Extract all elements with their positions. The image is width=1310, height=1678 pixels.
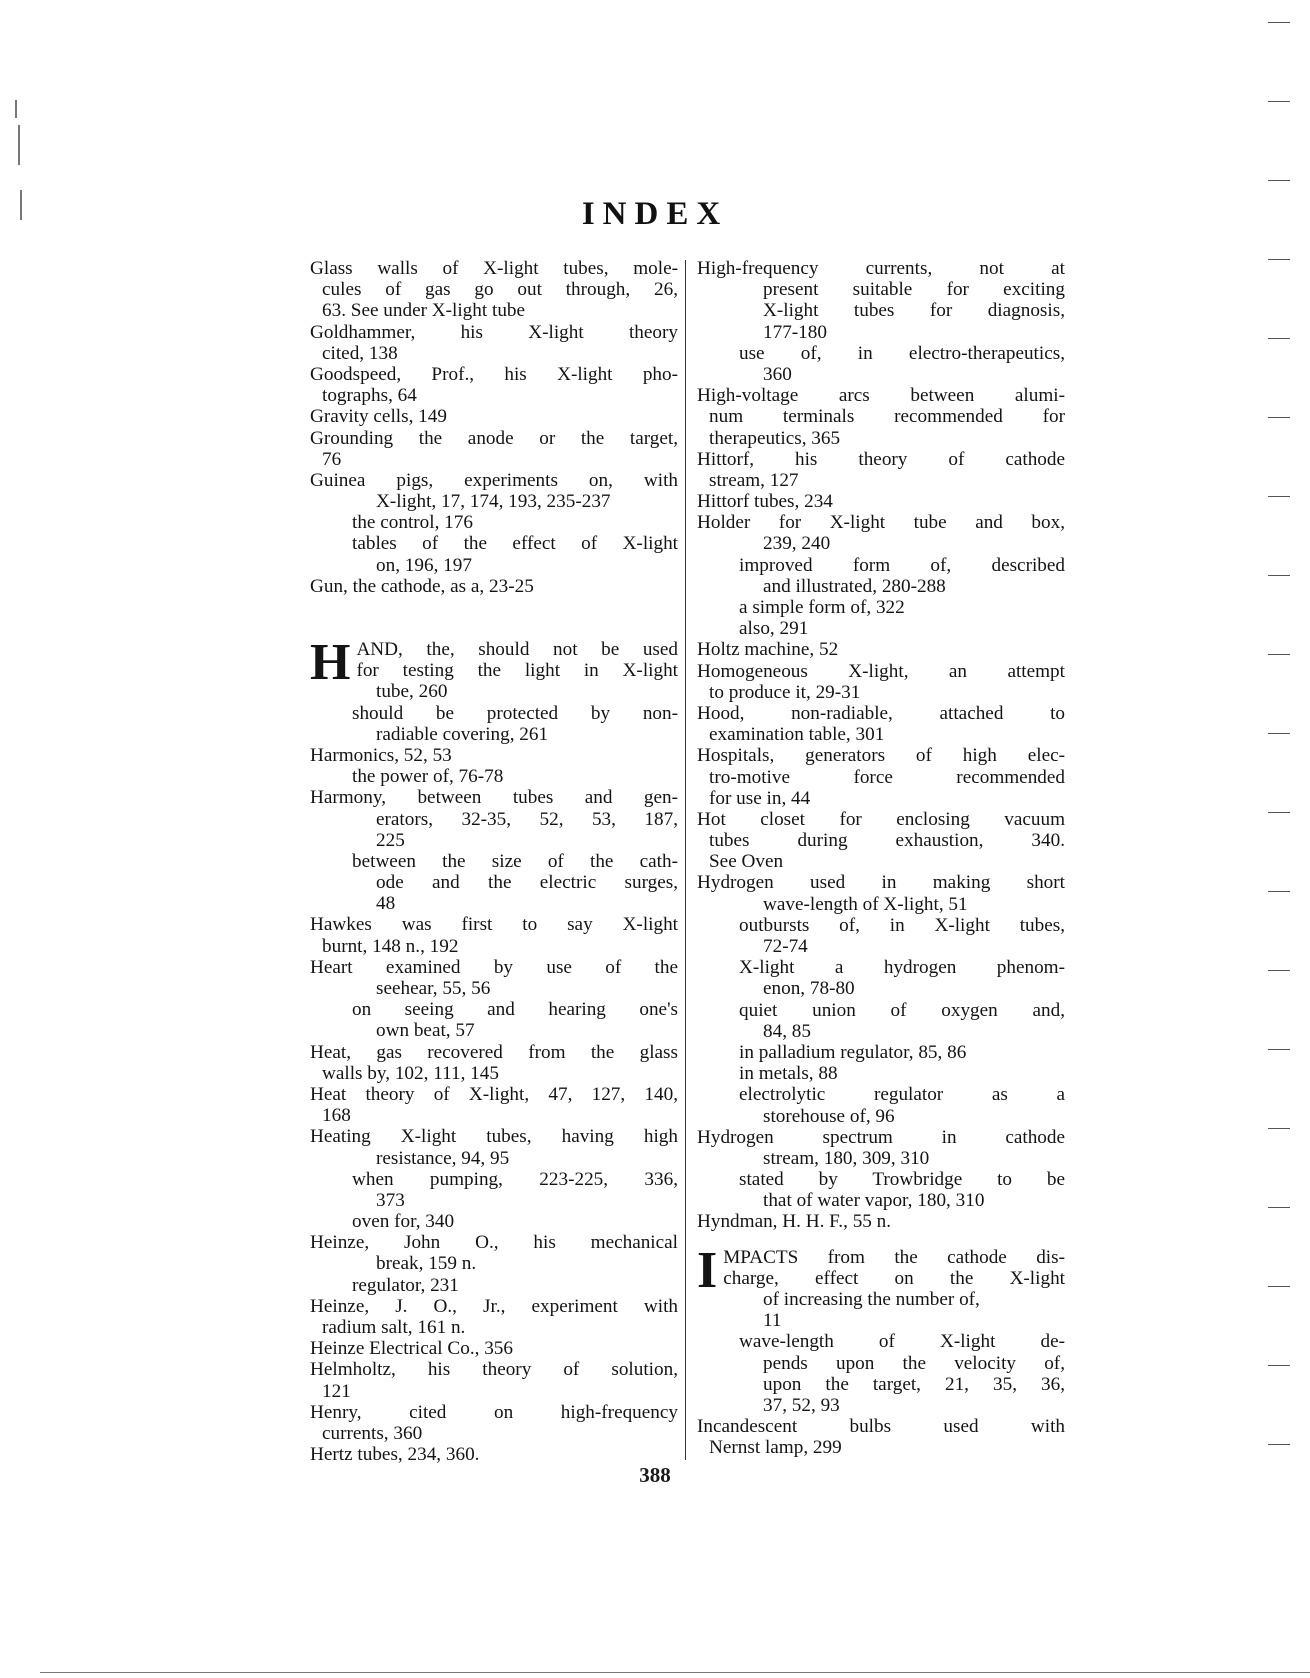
- index-line: for use in, 44: [709, 787, 811, 809]
- index-line: num terminals recommended for: [709, 406, 1065, 428]
- index-line: Grounding the anode or the target,: [310, 427, 678, 449]
- page-number: 388: [639, 1463, 671, 1487]
- index-line: Homogeneous X-light, an attempt: [697, 660, 1065, 682]
- scan-edge-tick: [1268, 970, 1290, 971]
- scan-mark: [20, 190, 22, 220]
- index-entries-h: [310, 681, 678, 1465]
- scan-edge-tick: [1268, 575, 1290, 576]
- index-line: Goldhammer, his X-light theory: [310, 321, 678, 343]
- index-line: pends upon the velocity of,: [763, 1352, 1065, 1374]
- index-line: cited, 138: [322, 342, 398, 364]
- scan-edge-tick: [1268, 496, 1290, 497]
- index-line: Glass walls of X-light tubes, mole-: [310, 258, 678, 279]
- index-line: X-light tubes for diagnosis,: [763, 300, 1065, 322]
- index-line: enon, 78-80: [763, 978, 855, 1000]
- index-line: MPACTS from the cathode dis-: [723, 1246, 1065, 1268]
- index-line: 177-180: [763, 321, 827, 343]
- index-line: Goodspeed, Prof., his X-light pho-: [310, 363, 678, 385]
- scan-edge-tick: [1268, 812, 1290, 813]
- index-line: Heat theory of X-light, 47, 127, 140,: [310, 1083, 678, 1105]
- drop-cap-h: H: [310, 634, 351, 691]
- index-line: Hot closet for enclosing vacuum: [697, 808, 1065, 830]
- index-line: on, 196, 197: [376, 554, 472, 576]
- scan-edge-tick: [1268, 891, 1290, 892]
- scan-edge-tick: [1268, 654, 1290, 655]
- index-line: 373: [376, 1189, 405, 1211]
- index-line: Harmony, between tubes and gen-: [310, 787, 678, 809]
- index-line: 48: [376, 893, 396, 915]
- index-line: wave-length of X-light, 51: [763, 893, 968, 915]
- index-line: a simple form of, 322: [739, 597, 905, 618]
- index-line: Hydrogen used in making short: [697, 872, 1065, 894]
- index-line: Hyndman, H. H. F., 55 n.: [697, 1211, 892, 1233]
- index-line: cules of gas go out through, 26,: [322, 279, 678, 301]
- index-line: tro-motive force recommended: [709, 766, 1065, 788]
- scan-edge-tick: [1268, 1128, 1290, 1129]
- index-line: 239, 240: [763, 533, 831, 555]
- index-line: electrolytic regulator as a: [739, 1084, 1065, 1106]
- index-line: 168: [322, 1105, 351, 1127]
- index-entry-impacts: [697, 1241, 1065, 1299]
- index-line: seehear, 55, 56: [376, 978, 491, 999]
- scan-edge-tick: [1268, 22, 1290, 23]
- column-divider: [685, 260, 686, 1460]
- scan-edge-tick: [1268, 1286, 1290, 1287]
- index-line: 84, 85: [763, 1020, 811, 1042]
- index-line: regulator, 231: [352, 1274, 459, 1296]
- index-line: Nernst lamp, 299: [709, 1437, 842, 1459]
- index-line: wave-length of X-light de-: [739, 1331, 1065, 1353]
- index-line: Guinea pigs, experiments on, with: [310, 469, 678, 491]
- index-line: Hydrogen spectrum in cathode: [697, 1126, 1065, 1148]
- index-line: X-light, 17, 174, 193, 235-237: [376, 491, 611, 513]
- index-line: also, 291: [739, 618, 809, 640]
- drop-cap-i: I: [697, 1241, 718, 1299]
- index-line: use of, in electro-therapeutics,: [739, 342, 1065, 364]
- index-line: tographs, 64: [322, 385, 417, 407]
- index-line: charge, effect on the X-light: [723, 1267, 1065, 1289]
- index-line: between the size of the cath-: [352, 850, 678, 872]
- index-line: examination table, 301: [709, 724, 885, 746]
- index-line: Heating X-light tubes, having high: [310, 1126, 678, 1148]
- index-line: break, 159 n.: [376, 1253, 477, 1275]
- scan-mark: [18, 125, 20, 165]
- letter-gap: [697, 1233, 1065, 1247]
- letter-gap: [310, 597, 678, 639]
- index-line: Hawkes was first to say X-light: [310, 914, 678, 936]
- index-line: in palladium regulator, 85, 86: [739, 1041, 967, 1063]
- scan-edge-tick: [1268, 1444, 1290, 1445]
- index-line: oven for, 340: [352, 1211, 455, 1233]
- index-line: tubes during exhaustion, 340.: [709, 830, 1065, 852]
- index-line: See Oven: [709, 851, 784, 873]
- scan-edge-rule: [40, 1672, 1310, 1673]
- index-line: 63. See under X-light tube: [322, 300, 526, 322]
- index-line: Holtz machine, 52: [697, 639, 839, 661]
- index-line: 11: [763, 1310, 782, 1332]
- scan-edge-tick: [1268, 180, 1290, 181]
- index-line: High-frequency currents, not at: [697, 258, 1065, 279]
- scan-edge-tick: [1268, 417, 1290, 418]
- index-line: Hittorf tubes, 234: [697, 491, 833, 513]
- index-line: therapeutics, 365: [709, 427, 841, 449]
- index-line: ode and the electric surges,: [376, 872, 678, 894]
- index-line: Heinze, John O., his mechanical: [310, 1232, 678, 1254]
- index-line: Hittorf, his theory of cathode: [697, 448, 1065, 470]
- index-line: stream, 127: [709, 469, 799, 491]
- index-line: for testing the light in X-light: [356, 660, 678, 682]
- index-line: 76: [322, 448, 342, 470]
- index-line: Hertz tubes, 234, 360.: [310, 1444, 480, 1466]
- scan-edge-tick: [1268, 259, 1290, 260]
- scan-edge-tick: [1268, 1207, 1290, 1208]
- index-line: the control, 176: [352, 512, 473, 534]
- index-line: Gun, the cathode, as a, 23-25: [310, 575, 534, 597]
- index-column-right: [697, 258, 1065, 1459]
- index-line: Holder for X-light tube and box,: [697, 512, 1065, 534]
- index-line: 225: [376, 829, 405, 851]
- scan-edge-tick: [1268, 101, 1290, 102]
- index-line: Harmonics, 52, 53: [310, 744, 452, 766]
- index-line: AND, the, should not be used: [356, 639, 678, 660]
- index-line: Heat, gas recovered from the glass: [310, 1041, 678, 1063]
- index-line: should be protected by non-: [352, 702, 678, 724]
- index-line: stated by Trowbridge to be: [739, 1169, 1065, 1191]
- scan-edge-tick: [1268, 1049, 1290, 1050]
- index-entries-h-cont: [697, 258, 1065, 1233]
- index-line: Henry, cited on high-frequency: [310, 1401, 678, 1423]
- index-entry-hand: [310, 634, 678, 691]
- index-line: and illustrated, 280-288: [763, 575, 946, 597]
- index-line: High-voltage arcs between alumi-: [697, 385, 1065, 407]
- index-line: 72-74: [763, 936, 808, 957]
- scan-mark: [15, 100, 17, 118]
- index-entries-i: [697, 1289, 1065, 1459]
- index-line: Helmholtz, his theory of solution,: [310, 1359, 678, 1381]
- index-line: to produce it, 29-31: [709, 681, 861, 703]
- index-line: walls by, 102, 111, 145: [322, 1062, 499, 1084]
- index-line: on seeing and hearing one's: [352, 999, 678, 1021]
- index-line: quiet union of oxygen and,: [739, 999, 1065, 1021]
- index-line: improved form of, described: [739, 554, 1065, 576]
- index-line: Heart examined by use of the: [310, 956, 678, 978]
- index-line: upon the target, 21, 35, 36,: [763, 1373, 1065, 1395]
- scan-edge-tick: [1268, 338, 1290, 339]
- index-line: radiable covering, 261: [376, 723, 549, 745]
- index-line: own beat, 57: [376, 1020, 475, 1042]
- index-entries-g: [310, 258, 678, 597]
- index-column-left: [310, 258, 678, 1465]
- index-line: burnt, 148 n., 192: [322, 935, 459, 957]
- index-line: Heinze, J. O., Jr., experiment with: [310, 1295, 678, 1317]
- index-line: tube, 260: [376, 681, 448, 703]
- index-line: erators, 32-35, 52, 53, 187,: [376, 808, 678, 830]
- index-line: that of water vapor, 180, 310: [763, 1190, 985, 1212]
- index-line: 121: [322, 1380, 351, 1402]
- index-line: when pumping, 223-225, 336,: [352, 1168, 678, 1190]
- index-line: outbursts of, in X-light tubes,: [739, 914, 1065, 936]
- page-title: INDEX: [581, 196, 729, 232]
- scan-edge-tick: [1268, 1365, 1290, 1366]
- index-line: storehouse of, 96: [763, 1105, 895, 1127]
- index-line: the power of, 76-78: [352, 766, 504, 788]
- index-line: X-light a hydrogen phenom-: [739, 957, 1065, 979]
- index-line: Incandescent bulbs used with: [697, 1416, 1065, 1438]
- index-line: radium salt, 161 n.: [322, 1317, 466, 1338]
- index-line: Gravity cells, 149: [310, 406, 447, 428]
- index-line: 360: [763, 363, 792, 385]
- index-line: 37, 52, 93: [763, 1394, 840, 1416]
- index-line: in metals, 88: [739, 1063, 838, 1085]
- index-line: of increasing the number of,: [763, 1289, 980, 1310]
- index-line: Heinze Electrical Co., 356: [310, 1338, 513, 1360]
- index-line: resistance, 94, 95: [376, 1147, 510, 1169]
- index-line: tables of the effect of X-light: [352, 533, 678, 555]
- index-line: Hospitals, generators of high elec-: [697, 745, 1065, 767]
- scan-edge-tick: [1268, 733, 1290, 734]
- index-line: stream, 180, 309, 310: [763, 1147, 930, 1169]
- index-line: currents, 360: [322, 1422, 423, 1444]
- index-line: Hood, non-radiable, attached to: [697, 702, 1065, 724]
- index-line: present suitable for exciting: [763, 279, 1065, 301]
